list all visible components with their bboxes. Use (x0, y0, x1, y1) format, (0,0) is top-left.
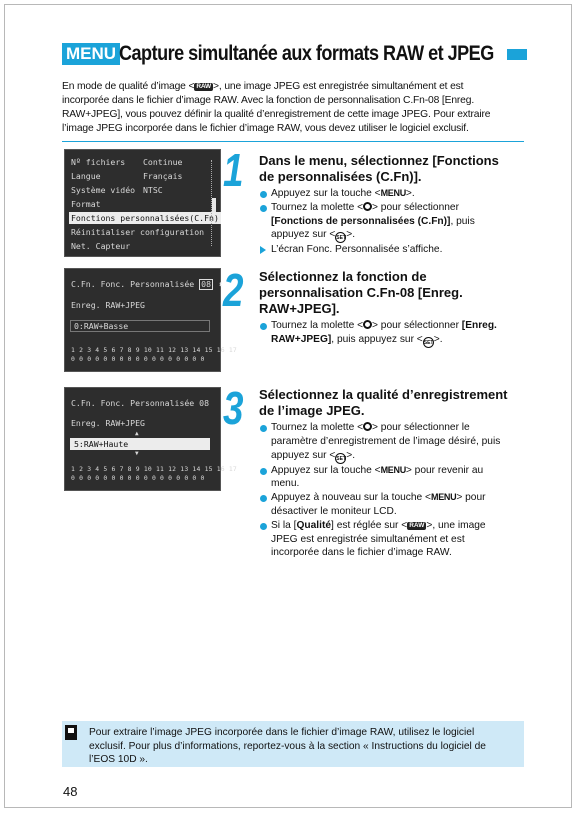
bullet-text: >. (346, 449, 356, 461)
intro-text: En mode de qualité d’image < (62, 81, 195, 92)
cfn-header (71, 278, 223, 290)
menu-row-value: Français (143, 171, 183, 181)
bullet-text: > pour (456, 492, 486, 504)
cfn-numbers: 1 2 3 4 5 6 7 8 9 10 11 12 13 14 15 16 17 (71, 346, 237, 354)
bullet-text: >, une image (426, 519, 486, 531)
menu-key-label: MENU (380, 464, 406, 475)
bullet-item (259, 319, 527, 348)
bullet-text: Tournez la molette < (271, 320, 364, 331)
lcd-scroll-thumb (212, 198, 216, 212)
bullet-text: désactiver le moniteur LCD. (271, 505, 397, 517)
lcd-screen-menu (64, 149, 221, 257)
up-arrow-icon: ▲ (135, 430, 139, 437)
intro-line (62, 80, 524, 94)
intro-text: >, une image JPEG est enregistrée simultanément et est (213, 81, 464, 92)
bullet-text: > pour sélectionner le (372, 422, 470, 433)
menu-row (71, 198, 101, 210)
menu-row (71, 226, 204, 238)
bullet-bold-text: RAW+JPEG] (271, 333, 332, 345)
bullet-bold-text: Qualité (296, 519, 332, 531)
note-box (62, 721, 524, 767)
note-icon (65, 725, 77, 740)
main-dial-icon (363, 202, 372, 211)
step-title-line: Dans le menu, sélectionnez [Fonctions (259, 153, 499, 168)
bullet-bold-text: [Fonctions de personnalisées (C.Fn)] (271, 215, 451, 227)
intro-line: l’image JPEG incorporée dans le fichier d’image RAW, vous devez utiliser le logiciel exclusif. (62, 123, 469, 134)
down-arrow-icon: ▼ (135, 450, 139, 457)
manual-page (4, 4, 572, 808)
bullet-text: ] est réglée sur < (331, 519, 408, 531)
title-text: Capture simultanée aux formats RAW et JPEG (119, 42, 494, 65)
cfn-header-text: C.Fn. Fonc. Personnalisée (71, 279, 195, 289)
menu-row-label: Langue (71, 171, 101, 181)
menu-row (71, 184, 163, 196)
step-number: 2 (223, 264, 244, 316)
bullet-text: Si la [ (271, 519, 297, 531)
menu-row (71, 156, 183, 168)
set-button-icon: SET (423, 337, 434, 348)
bullet-item (259, 519, 527, 560)
menu-row-label: Fonctions personnalisées(C.Fn) (71, 213, 219, 223)
bullet-item (259, 187, 527, 201)
main-dial-icon (363, 320, 372, 329)
menu-row-label: Réinitialiser configuration (71, 227, 205, 237)
menu-row-label: Système vidéo (71, 185, 136, 195)
bullet-text: > pour sélectionner (372, 320, 462, 331)
cfn-number: 08 (201, 279, 212, 289)
bullet-text: Appuyez à nouveau sur la touche < (271, 492, 432, 504)
bullet-text: > pour sélectionner (372, 201, 459, 213)
intro-paragraph (62, 80, 524, 136)
bullet-text: Appuyez sur la touche < (271, 464, 381, 476)
lcd-screen-cfn-select (64, 268, 237, 372)
page-title (62, 40, 527, 70)
bullet-text: appuyez sur < (271, 229, 336, 241)
set-button-icon: SET (335, 232, 346, 243)
step-title-line: de personnalisées (C.Fn)]. (259, 169, 422, 184)
cfn-setting-value: 5:RAW+Haute (74, 439, 129, 449)
note-line: Pour extraire l’image JPEG incorporée dans le fichier d’image RAW, utilisez le logiciel (89, 727, 475, 738)
menu-badge: MENU (62, 43, 120, 65)
cfn-setting-value: 0:RAW+Basse (74, 321, 129, 331)
menu-row-value: Continue (143, 157, 183, 167)
step-number: 1 (223, 144, 244, 196)
cfn-subtitle: Enreg. RAW+JPEG (71, 418, 145, 428)
step-bullets (259, 421, 527, 560)
step-title-line: RAW+JPEG]. (259, 301, 340, 316)
step-title-line: Sélectionnez la qualité d’enregistrement (259, 387, 508, 402)
cfn-subtitle: Enreg. RAW+JPEG (71, 300, 145, 310)
intro-line: RAW+JPEG], vous pouvez définir la qualité d’enregistrement de cette image JPEG. Pour extraire (62, 109, 491, 120)
raw-quality-icon: RAW (196, 83, 212, 90)
bullet-item (259, 421, 527, 464)
cfn-values: 0 0 0 0 0 0 0 0 0 0 0 0 0 0 0 0 0 (71, 355, 205, 363)
bullet-item (259, 201, 527, 244)
page-number: 48 (63, 784, 78, 799)
step-bullets (259, 319, 527, 348)
bullet-item (259, 491, 527, 519)
step-title (259, 269, 527, 317)
bullet-bold-text: [Enreg. (461, 320, 497, 331)
cfn-number: 08 (199, 398, 210, 408)
note-text (89, 726, 519, 767)
bullet-text: , puis appuyez sur < (331, 333, 423, 345)
cfn-header (71, 397, 209, 409)
cfn-numbers: 1 2 3 4 5 6 7 8 9 10 11 12 13 14 15 16 17 (71, 465, 237, 473)
cfn-values: 0 0 0 0 0 0 0 0 0 0 0 0 0 0 0 0 0 (71, 474, 205, 482)
bullet-text: Tournez la molette < (271, 201, 364, 213)
bullet-text: > pour revenir au (405, 464, 484, 476)
main-dial-icon (363, 422, 372, 431)
bullet-text: paramètre d’enregistrement de l’image désiré, puis (271, 435, 501, 447)
menu-row-value: NTSC (143, 185, 163, 195)
lcd-screen-cfn-setting (64, 387, 237, 491)
bullet-text: JPEG est enregistrée simultanément et est (271, 533, 465, 545)
step-title (259, 153, 527, 185)
bullet-text: >. (433, 333, 443, 345)
menu-row-selected (69, 212, 221, 224)
menu-row (71, 240, 130, 252)
section-divider (62, 141, 524, 142)
title-accent-block (507, 49, 527, 60)
menu-row-label: Format (71, 199, 101, 209)
menu-key-label: MENU (431, 492, 457, 503)
step-title (259, 387, 527, 419)
bullet-text: , puis (450, 215, 475, 227)
bullet-text: Appuyez sur la touche < (271, 188, 381, 199)
note-line: l’EOS 10D ». (89, 754, 148, 765)
intro-line: incorporée dans le fichier d’image RAW. Avec la fonction de personnalisation C.Fn-08 [Enreg. (62, 95, 475, 106)
cfn-header-text: C.Fn. Fonc. Personnalisée (71, 398, 195, 408)
bullet-text: Tournez la molette < (271, 422, 364, 433)
set-button-icon: SET (335, 453, 346, 464)
bullet-text: menu. (271, 478, 300, 490)
bullet-text: appuyez sur < (271, 449, 336, 461)
cfn-setting-box (70, 320, 210, 332)
cfn-setting-box-selected (70, 438, 210, 450)
menu-row-label: Nº fichiers (71, 157, 126, 167)
raw-quality-icon: RAW (409, 521, 425, 529)
bullet-text: incorporée dans le fichier d’image RAW. (271, 547, 452, 559)
note-line: exclusif. Pour plus d’informations, reportez-vous à la section « Instructions du logiciel de (89, 740, 486, 752)
menu-row-label: Net. Capteur (71, 241, 131, 251)
step-bullets (259, 187, 527, 257)
step-title-line: personnalisation C.Fn-08 [Enreg. (259, 285, 463, 300)
menu-key-label: MENU (380, 188, 406, 198)
step-title-line: Sélectionnez la fonction de (259, 269, 427, 284)
bullet-item (259, 464, 527, 492)
bullet-text: >. (346, 229, 356, 241)
step-number: 3 (223, 382, 244, 434)
menu-row (71, 170, 183, 182)
step-title-line: de l’image JPEG. (259, 403, 365, 418)
up-down-arrows-icon: ⬍ (217, 279, 223, 289)
result-item: L’écran Fonc. Personnalisée s’affiche. (259, 243, 527, 257)
bullet-text: >. (405, 188, 415, 199)
